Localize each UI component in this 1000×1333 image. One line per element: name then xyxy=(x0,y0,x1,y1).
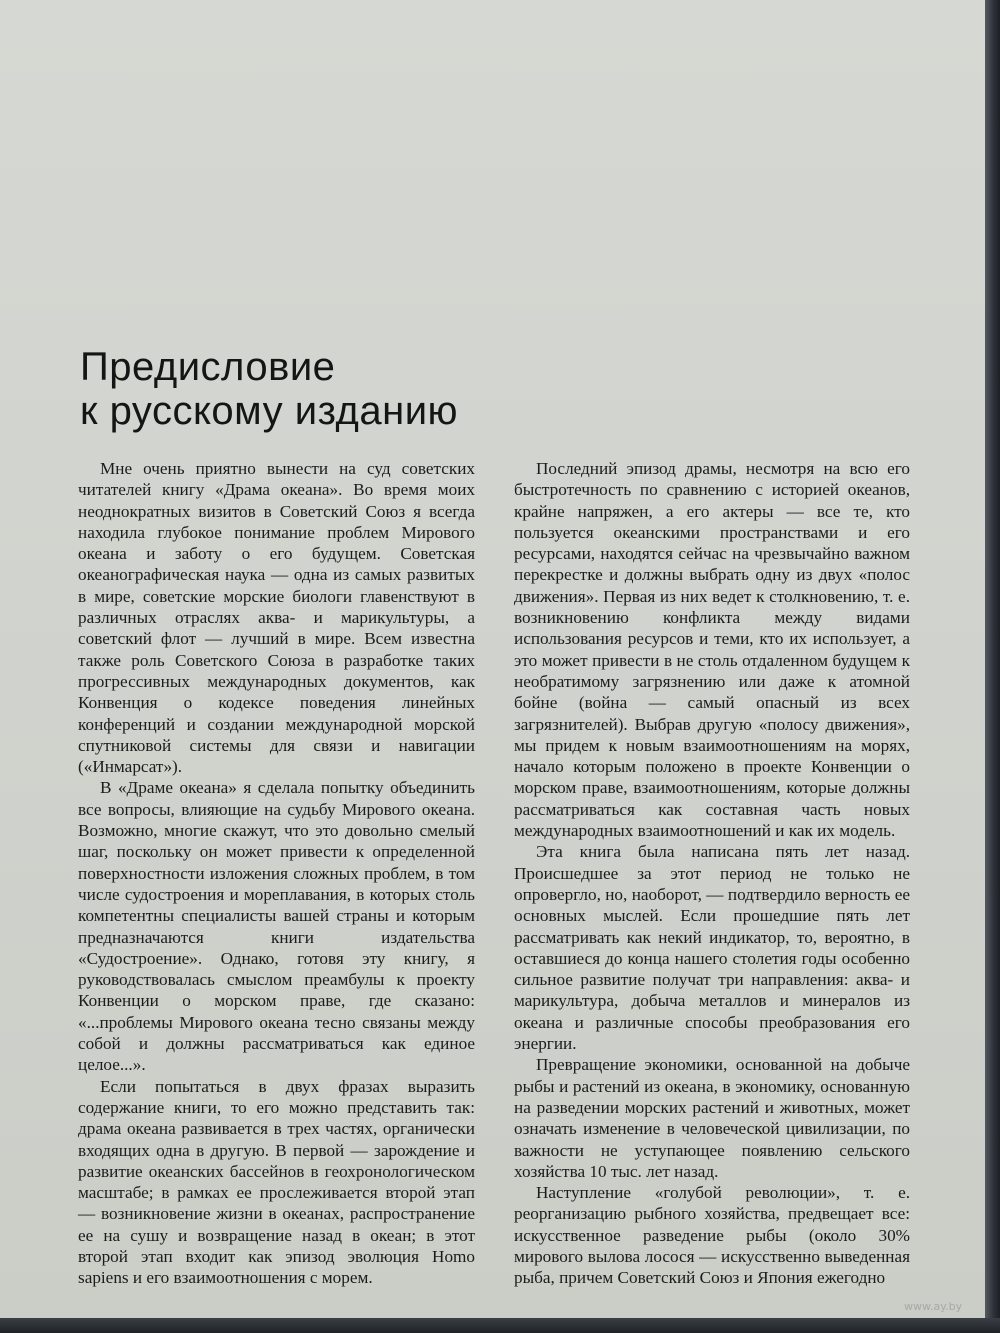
paragraph: Мне очень приятно вынести на суд советских читателей книгу «Драма океана». Во время моих неоднократных визитов в Советский Союз я всегда находила глубокое понимание проблем Мирового океана и заботу о его будущем. Советская океанографическая наука — одна из самых развитых в мире, советские морские биологи главенствуют в различных отраслях аква- и марикультуры, а советский флот — лучший в мире. Всем известна также роль Советского Союза в разработке таких прогрессивных международных документов, как Конвенция о кодексе поведения линейных конференций и создании международной морской спутниковой системы для связи и навигации («Инмарсат»). xyxy=(78,459,475,777)
title-line-1: Предисловие xyxy=(80,345,336,389)
paragraph: Если попытаться в двух фразах выразить содержание книги, то его можно представить так: драма океана развивается в трех частях, органически входящих одна в другую. В первой — зарождение и развитие океанских бассейнов в геохронологическом масштабе; в рамках ее прослеживается второй этап — возникновение жизни в океанах, распространение ее на сушу и возвращение назад в океан; в этот второй этап входит как эпизод эволюция Homo sapiens и его взаимоотношения с морем. xyxy=(78,1076,475,1288)
paragraph: Последний эпизод драмы, несмотря на всю его быстротечность по сравнению с историей океанов, крайне напряжен, а его актеры — все те, кто пользуется океанскими пространствами и его ресурсами, находятся сейчас на чрезвычайно важном перекрестке и должны выбрать одну из двух «полос движения». Первая из них ведет к столкновению, т. е. возникновению конфликта между видами использования ресурсов и теми, кто их использует, а это может привести в не столь отдаленном будущем к необратимому загрязнению или даже к атомной бойне (война — самый опасный из всех загрязнителей). Выбрав другую «полосу движения», мы придем к новым взаимоотношениям на морях, начало которым положено в проекте Конвенции о морском праве, взаимоотношениям, которые должны рассматриваться как составная часть новых международных взаимоотношений и как их модель. xyxy=(514,459,910,841)
paragraph: Превращение экономики, основанной на добыче рыбы и растений из океана, в экономику, основанную на разведении морских растений и животных, может означать изменение в человеческой цивилизации, по важности не уступающее появлению сельского хозяйства 10 тыс. лет назад. xyxy=(514,1055,910,1181)
watermark: www.ay.by xyxy=(904,1300,963,1313)
page-title xyxy=(80,345,458,433)
paragraph: Эта книга была написана пять лет назад. Происшедшее за этот период не только не опровергло, но, наоборот, — подтвердило верность ее основных мыслей. Если прошедшие пять лет рассматривать как некий индикатор, то, вероятно, в оставшиеся до конца нашего столетия годы особенно сильное развитие получат три направления: аква- и марикультура, добыча металлов и минералов из океана и различные способы преобразования его энергии. xyxy=(514,842,910,1054)
title-line-2: к русскому изданию xyxy=(80,389,459,433)
background-bottom xyxy=(0,1318,1000,1333)
paragraph: В «Драме океана» я сделала попытку объединить все вопросы, влияющие на судьбу Мирового океана. Возможно, многие скажут, что это довольно смелый шаг, поскольку он может привести к определенной поверхностности изложения сложных проблем, в том числе судостроения и мореплавания, в которых столь компетентны специалисты вашей страны и которым предназначаются книги издательства «Судостроение». Однако, готовя эту книгу, я руководствовалась смыслом преамбулы к проекту Конвенции о морском праве, где сказано: «...проблемы Мирового океана тесно связаны между собой и должны рассматриваться как единое целое...». xyxy=(78,778,475,1075)
background-edge xyxy=(985,0,1000,1333)
right-text-column xyxy=(514,458,910,1289)
paragraph: Наступление «голубой революции», т. е. реорганизацию рыбного хозяйства, предвещает все: искусственное разведение рыбы (около 30% мирового вылова лосося — искусственно выведенная рыба, причем Советский Союз и Япония ежегодно xyxy=(514,1183,910,1288)
left-text-column xyxy=(78,458,475,1289)
